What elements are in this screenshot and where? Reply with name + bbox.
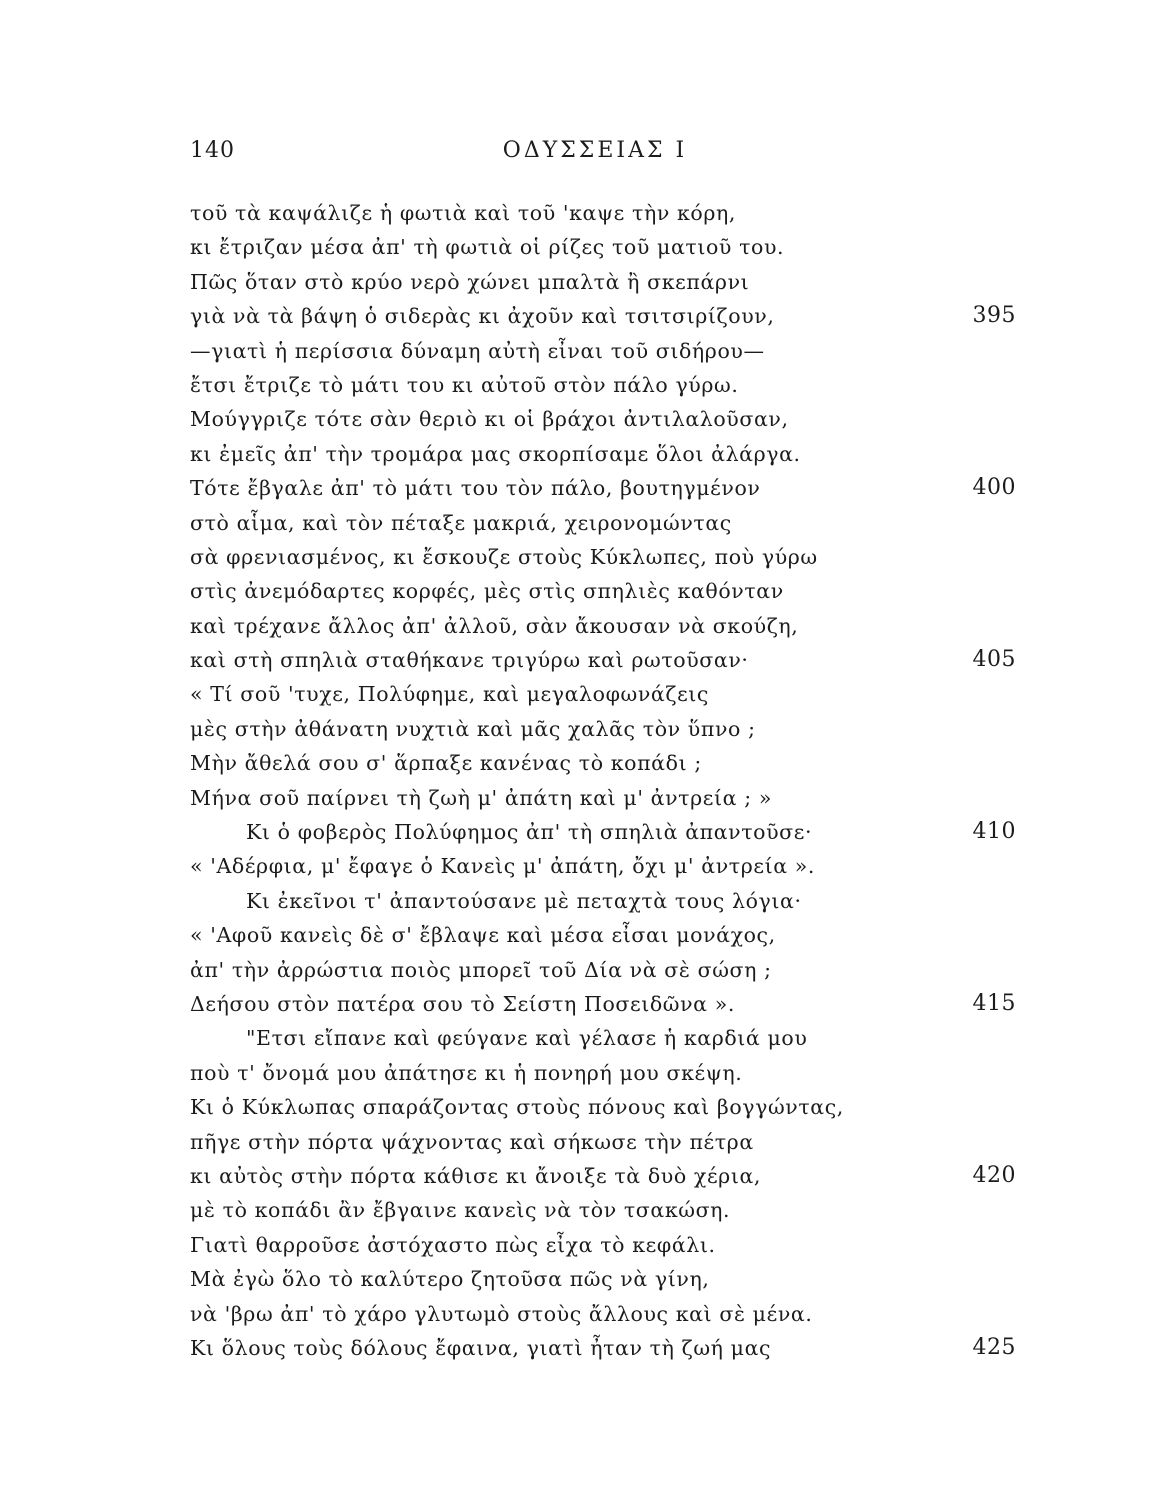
verse-text: μὲς στὴν ἀθάνατη νυχτιὰ καὶ μᾶς χαλᾶς τὸν ὕπνο ; (190, 716, 756, 741)
verse-line (190, 1297, 1020, 1331)
verse-text: καὶ στὴ σπηλιὰ σταθήκανε τριγύρω καὶ ρωτοῦσαν· (190, 648, 749, 673)
verse-line (190, 437, 1020, 471)
running-title: ΟΔΥΣΣΕΙΑΣ Ι (502, 138, 688, 163)
verse-text: στὸ αἷμα, καὶ τὸν πέταξε μακριά, χειρονομώντας (190, 510, 732, 535)
verse-text: Μήνα σοῦ παίρνει τὴ ζωὴ μ' ἀπάτη καὶ μ' ἀντρεία ; » (190, 785, 772, 810)
verse-text: στὶς ἀνεμόδαρτες κορφές, μὲς στὶς σπηλιὲς καθόνταν (190, 579, 784, 604)
verse-line (190, 471, 1020, 505)
verse-text: « 'Αδέρφια, μ' ἔφαγε ὁ Κανεὶς μ' ἀπάτη, ὄχι μ' ἀντρεία ». (190, 854, 816, 879)
verse-text: Δεήσου στὸν πατέρα σου τὸ Σείστη Ποσειδῶνα ». (190, 991, 735, 1016)
verse-text: κι ἔτριζαν μέσα ἀπ' τὴ φωτιὰ οἱ ρίζες τοῦ ματιοῦ του. (190, 235, 785, 260)
verse-line (190, 781, 1020, 815)
verse-text: κι ἐμεῖς ἀπ' τὴν τρομάρα μας σκορπίσαμε ὅλοι ἀλάργα. (190, 441, 801, 466)
verse-line (190, 884, 1020, 918)
verse-line (190, 334, 1020, 368)
verse-text: κι αὐτὸς στὴν πόρτα κάθισε κι ἄνοιξε τὰ δυὸ χέρια, (190, 1163, 762, 1188)
verse-text: ἀπ' τὴν ἀρρώστια ποιὸς μπορεῖ τοῦ Δία νὰ σὲ σώση ; (190, 957, 772, 982)
verse-line (190, 540, 1020, 574)
verse-line (190, 1193, 1020, 1227)
verse-text: γιὰ νὰ τὰ βάψη ὁ σιδερὰς κι ἀχοῦν καὶ τσιτσιρίζουν, (190, 304, 775, 329)
verse-text: Πῶς ὅταν στὸ κρύο νερὸ χώνει μπαλτὰ ἢ σκεπάρνι (190, 269, 750, 294)
verse-line (190, 230, 1020, 264)
verse-text: Κι ὅλους τοὺς δόλους ἔφαινα, γιατὶ ἦταν τὴ ζωή μας (190, 1335, 772, 1360)
verse-line (190, 1228, 1020, 1262)
verse-text: Μὰ ἐγὼ ὅλο τὸ καλύτερο ζητοῦσα πῶς νὰ γίνη, (190, 1267, 710, 1292)
page-number: 140 (190, 138, 235, 163)
verse-text: ἔτσι ἔτριζε τὸ μάτι του κι αὐτοῦ στὸν πάλο γύρω. (190, 372, 739, 397)
verse-text: « Τί σοῦ 'τυχε, Πολύφημε, καὶ μεγαλοφωνάζεις (190, 682, 710, 707)
verse-line (190, 402, 1020, 436)
verse-line (190, 196, 1020, 230)
verse-text: —γιατὶ ἡ περίσσια δύναμη αὐτὴ εἶναι τοῦ σιδήρου— (190, 338, 765, 363)
verse-text: Κι ἐκεῖνοι τ' ἀπαντούσανε μὲ πεταχτὰ τους λόγια· (246, 888, 802, 913)
verse-line (190, 609, 1020, 643)
verse-text: πῆγε στὴν πόρτα ψάχνοντας καὶ σήκωσε τὴν πέτρα (190, 1129, 754, 1154)
verse-line (190, 677, 1020, 711)
verse-line (190, 1021, 1020, 1055)
verse-line (190, 953, 1020, 987)
verse-line (190, 815, 1020, 849)
line-number: 415 (972, 990, 1016, 1016)
verse-line (190, 574, 1020, 608)
verse-text: Γιατὶ θαρροῦσε ἀστόχαστο πὼς εἶχα τὸ κεφάλι. (190, 1232, 716, 1257)
verse-text: σὰ φρενιασμένος, κι ἔσκουζε στοὺς Κύκλωπες, ποὺ γύρω (190, 544, 818, 569)
verse-line (190, 643, 1020, 677)
verse-line (190, 368, 1020, 402)
verse-line (190, 1125, 1020, 1159)
verse-line (190, 712, 1020, 746)
verse-text: Κι ὁ φοβερὸς Πολύφημος ἀπ' τὴ σπηλιὰ ἀπαντοῦσε· (246, 820, 813, 845)
verse-line (190, 1056, 1020, 1090)
verse-text: « 'Αφοῦ κανεὶς δὲ σ' ἔβλαψε καὶ μέσα εἶσαι μονάχος, (190, 923, 776, 948)
line-number: 405 (972, 647, 1016, 673)
line-number: 395 (972, 303, 1016, 329)
verse-text: νὰ 'βρω ἀπ' τὸ χάρο γλυτωμὸ στοὺς ἄλλους καὶ σὲ μένα. (190, 1301, 813, 1326)
verse-text: ποὺ τ' ὄνομά μου ἀπάτησε κι ἡ πονηρή μου σκέψη. (190, 1060, 743, 1085)
line-number: 420 (972, 1162, 1016, 1188)
verse-line (190, 506, 1020, 540)
verse-text: μὲ τὸ κοπάδι ἂν ἔβγαινε κανεὶς νὰ τὸν τσακώση. (190, 1198, 731, 1223)
verse-line (190, 1159, 1020, 1193)
verse-text: τοῦ τὰ καψάλιζε ἡ φωτιὰ καὶ τοῦ 'καψε τὴν κόρη, (190, 201, 737, 225)
verse-text: Τότε ἔβγαλε ἀπ' τὸ μάτι του τὸν πάλο, βουτηγμένον (190, 476, 761, 501)
verse-line (190, 918, 1020, 952)
verse-line (190, 1262, 1020, 1296)
verse-text: καὶ τρέχανε ἄλλος ἀπ' ἀλλοῦ, σὰν ἄκουσαν νὰ σκούζη, (190, 613, 799, 638)
verse-line (190, 299, 1020, 333)
verse-line (190, 1331, 1020, 1365)
line-number: 400 (972, 475, 1016, 501)
line-number: 410 (972, 819, 1016, 845)
verse-line (190, 987, 1020, 1021)
verse-text: Μὴν ἄθελά σου σ' ἅρπαξε κανένας τὸ κοπάδι ; (190, 751, 702, 776)
verse-line (190, 265, 1020, 299)
verse-block (190, 196, 1020, 1365)
verse-line (190, 746, 1020, 780)
verse-text: Μούγγριζε τότε σὰν θεριὸ κι οἱ βράχοι ἀντιλαλοῦσαν, (190, 407, 789, 432)
verse-text: Κι ὁ Κύκλωπας σπαράζοντας στοὺς πόνους καὶ βογγώντας, (190, 1095, 844, 1120)
verse-line (190, 849, 1020, 883)
verse-line (190, 1090, 1020, 1124)
line-number: 425 (972, 1334, 1016, 1360)
verse-text: "Ετσι εἴπανε καὶ φεύγανε καὶ γέλασε ἡ καρδιά μου (246, 1026, 808, 1051)
